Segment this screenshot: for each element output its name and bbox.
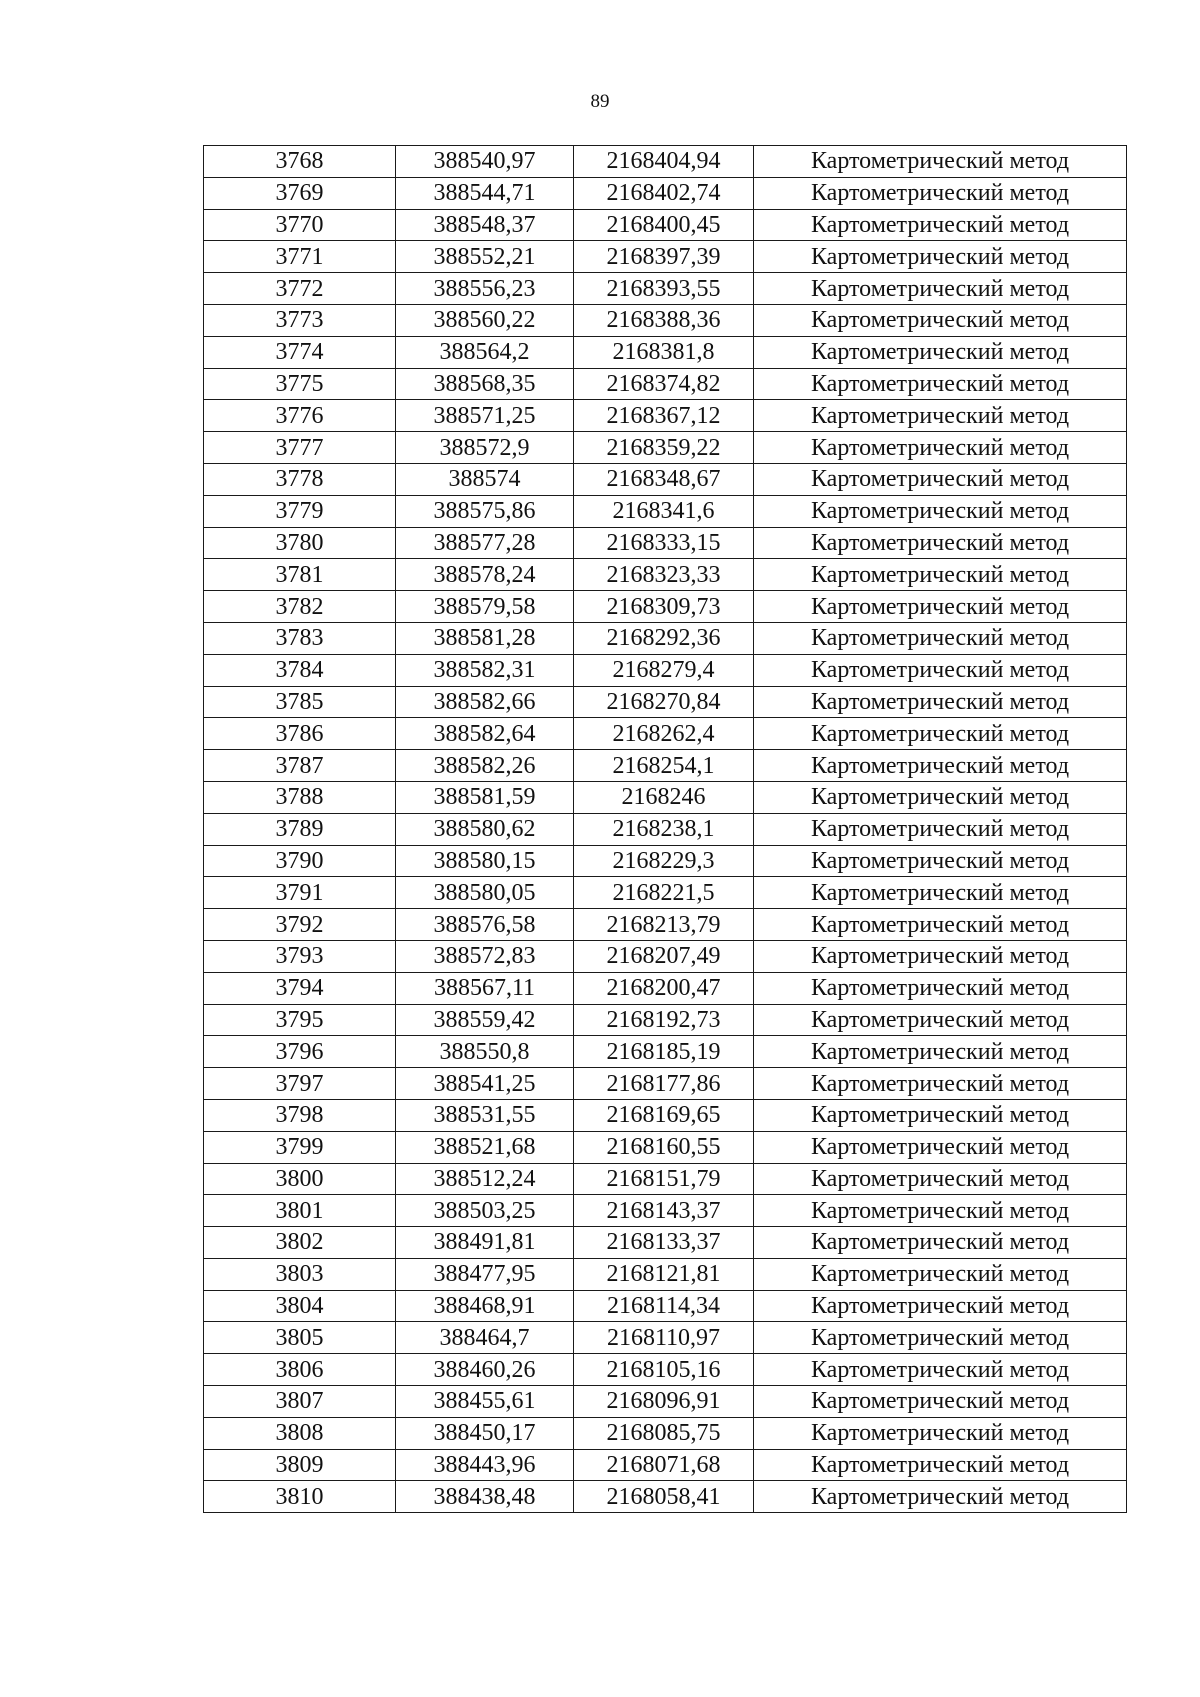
method-cell: Картометрический метод bbox=[754, 1322, 1127, 1354]
table-row bbox=[204, 1195, 1127, 1227]
point-number-cell: 3781 bbox=[204, 559, 396, 591]
x-coordinate-cell: 388541,25 bbox=[396, 1068, 574, 1100]
y-coordinate-cell: 2168397,39 bbox=[574, 241, 754, 273]
table-row bbox=[204, 1099, 1127, 1131]
table-row bbox=[204, 591, 1127, 623]
x-coordinate-cell: 388438,48 bbox=[396, 1481, 574, 1513]
table-row bbox=[204, 146, 1127, 178]
x-coordinate-cell: 388550,8 bbox=[396, 1036, 574, 1068]
point-number-cell: 3802 bbox=[204, 1227, 396, 1259]
coordinates-table bbox=[203, 145, 1127, 1513]
page-number: 89 bbox=[590, 91, 610, 112]
x-coordinate-cell: 388564,2 bbox=[396, 336, 574, 368]
y-coordinate-cell: 2168246 bbox=[574, 781, 754, 813]
method-cell: Картометрический метод bbox=[754, 1163, 1127, 1195]
method-cell: Картометрический метод bbox=[754, 909, 1127, 941]
point-number-cell: 3778 bbox=[204, 463, 396, 495]
y-coordinate-cell: 2168323,33 bbox=[574, 559, 754, 591]
y-coordinate-cell: 2168292,36 bbox=[574, 622, 754, 654]
y-coordinate-cell: 2168185,19 bbox=[574, 1036, 754, 1068]
method-cell: Картометрический метод bbox=[754, 1036, 1127, 1068]
method-cell: Картометрический метод bbox=[754, 400, 1127, 432]
method-cell: Картометрический метод bbox=[754, 718, 1127, 750]
method-cell: Картометрический метод bbox=[754, 1481, 1127, 1513]
x-coordinate-cell: 388556,23 bbox=[396, 273, 574, 305]
y-coordinate-cell: 2168143,37 bbox=[574, 1195, 754, 1227]
x-coordinate-cell: 388455,61 bbox=[396, 1386, 574, 1418]
y-coordinate-cell: 2168381,8 bbox=[574, 336, 754, 368]
x-coordinate-cell: 388560,22 bbox=[396, 304, 574, 336]
y-coordinate-cell: 2168229,3 bbox=[574, 845, 754, 877]
x-coordinate-cell: 388576,58 bbox=[396, 909, 574, 941]
table-row bbox=[204, 273, 1127, 305]
point-number-cell: 3771 bbox=[204, 241, 396, 273]
method-cell: Картометрический метод bbox=[754, 1227, 1127, 1259]
table-row bbox=[204, 1227, 1127, 1259]
point-number-cell: 3768 bbox=[204, 146, 396, 178]
method-cell: Картометрический метод bbox=[754, 686, 1127, 718]
x-coordinate-cell: 388521,68 bbox=[396, 1131, 574, 1163]
table-row bbox=[204, 336, 1127, 368]
point-number-cell: 3792 bbox=[204, 909, 396, 941]
x-coordinate-cell: 388559,42 bbox=[396, 1004, 574, 1036]
point-number-cell: 3786 bbox=[204, 718, 396, 750]
point-number-cell: 3796 bbox=[204, 1036, 396, 1068]
x-coordinate-cell: 388531,55 bbox=[396, 1099, 574, 1131]
table-row bbox=[204, 1163, 1127, 1195]
x-coordinate-cell: 388464,7 bbox=[396, 1322, 574, 1354]
x-coordinate-cell: 388582,31 bbox=[396, 654, 574, 686]
method-cell: Картометрический метод bbox=[754, 877, 1127, 909]
method-cell: Картометрический метод bbox=[754, 1449, 1127, 1481]
point-number-cell: 3787 bbox=[204, 750, 396, 782]
x-coordinate-cell: 388468,91 bbox=[396, 1290, 574, 1322]
point-number-cell: 3783 bbox=[204, 622, 396, 654]
point-number-cell: 3770 bbox=[204, 209, 396, 241]
method-cell: Картометрический метод bbox=[754, 146, 1127, 178]
y-coordinate-cell: 2168133,37 bbox=[574, 1227, 754, 1259]
method-cell: Картометрический метод bbox=[754, 209, 1127, 241]
y-coordinate-cell: 2168200,47 bbox=[574, 972, 754, 1004]
table-row bbox=[204, 559, 1127, 591]
table-row bbox=[204, 1036, 1127, 1068]
x-coordinate-cell: 388548,37 bbox=[396, 209, 574, 241]
method-cell: Картометрический метод bbox=[754, 1195, 1127, 1227]
method-cell: Картометрический метод bbox=[754, 241, 1127, 273]
x-coordinate-cell: 388567,11 bbox=[396, 972, 574, 1004]
y-coordinate-cell: 2168374,82 bbox=[574, 368, 754, 400]
y-coordinate-cell: 2168333,15 bbox=[574, 527, 754, 559]
table-row bbox=[204, 1417, 1127, 1449]
method-cell: Картометрический метод bbox=[754, 463, 1127, 495]
x-coordinate-cell: 388460,26 bbox=[396, 1354, 574, 1386]
x-coordinate-cell: 388582,64 bbox=[396, 718, 574, 750]
x-coordinate-cell: 388577,28 bbox=[396, 527, 574, 559]
point-number-cell: 3785 bbox=[204, 686, 396, 718]
x-coordinate-cell: 388503,25 bbox=[396, 1195, 574, 1227]
method-cell: Картометрический метод bbox=[754, 1290, 1127, 1322]
x-coordinate-cell: 388574 bbox=[396, 463, 574, 495]
y-coordinate-cell: 2168367,12 bbox=[574, 400, 754, 432]
y-coordinate-cell: 2168160,55 bbox=[574, 1131, 754, 1163]
point-number-cell: 3795 bbox=[204, 1004, 396, 1036]
method-cell: Картометрический метод bbox=[754, 654, 1127, 686]
table-row bbox=[204, 1290, 1127, 1322]
method-cell: Картометрический метод bbox=[754, 527, 1127, 559]
point-number-cell: 3804 bbox=[204, 1290, 396, 1322]
x-coordinate-cell: 388568,35 bbox=[396, 368, 574, 400]
point-number-cell: 3798 bbox=[204, 1099, 396, 1131]
table-row bbox=[204, 1354, 1127, 1386]
x-coordinate-cell: 388572,83 bbox=[396, 940, 574, 972]
method-cell: Картометрический метод bbox=[754, 336, 1127, 368]
point-number-cell: 3780 bbox=[204, 527, 396, 559]
point-number-cell: 3801 bbox=[204, 1195, 396, 1227]
y-coordinate-cell: 2168177,86 bbox=[574, 1068, 754, 1100]
method-cell: Картометрический метод bbox=[754, 273, 1127, 305]
point-number-cell: 3779 bbox=[204, 495, 396, 527]
point-number-cell: 3775 bbox=[204, 368, 396, 400]
table-row bbox=[204, 781, 1127, 813]
method-cell: Картометрический метод bbox=[754, 940, 1127, 972]
point-number-cell: 3776 bbox=[204, 400, 396, 432]
table-row bbox=[204, 1258, 1127, 1290]
point-number-cell: 3769 bbox=[204, 177, 396, 209]
method-cell: Картометрический метод bbox=[754, 304, 1127, 336]
method-cell: Картометрический метод bbox=[754, 1417, 1127, 1449]
point-number-cell: 3788 bbox=[204, 781, 396, 813]
method-cell: Картометрический метод bbox=[754, 1068, 1127, 1100]
point-number-cell: 3791 bbox=[204, 877, 396, 909]
x-coordinate-cell: 388491,81 bbox=[396, 1227, 574, 1259]
point-number-cell: 3800 bbox=[204, 1163, 396, 1195]
table-row bbox=[204, 686, 1127, 718]
point-number-cell: 3777 bbox=[204, 432, 396, 464]
x-coordinate-cell: 388580,62 bbox=[396, 813, 574, 845]
point-number-cell: 3784 bbox=[204, 654, 396, 686]
point-number-cell: 3808 bbox=[204, 1417, 396, 1449]
y-coordinate-cell: 2168221,5 bbox=[574, 877, 754, 909]
point-number-cell: 3805 bbox=[204, 1322, 396, 1354]
table-row bbox=[204, 241, 1127, 273]
method-cell: Картометрический метод bbox=[754, 432, 1127, 464]
x-coordinate-cell: 388580,05 bbox=[396, 877, 574, 909]
point-number-cell: 3810 bbox=[204, 1481, 396, 1513]
x-coordinate-cell: 388581,59 bbox=[396, 781, 574, 813]
method-cell: Картометрический метод bbox=[754, 559, 1127, 591]
table-row bbox=[204, 209, 1127, 241]
table-row bbox=[204, 909, 1127, 941]
point-number-cell: 3782 bbox=[204, 591, 396, 623]
point-number-cell: 3806 bbox=[204, 1354, 396, 1386]
y-coordinate-cell: 2168121,81 bbox=[574, 1258, 754, 1290]
y-coordinate-cell: 2168359,22 bbox=[574, 432, 754, 464]
method-cell: Картометрический метод bbox=[754, 177, 1127, 209]
table-row bbox=[204, 1322, 1127, 1354]
y-coordinate-cell: 2168400,45 bbox=[574, 209, 754, 241]
table-row bbox=[204, 1068, 1127, 1100]
table-row bbox=[204, 368, 1127, 400]
table-row bbox=[204, 972, 1127, 1004]
x-coordinate-cell: 388552,21 bbox=[396, 241, 574, 273]
table-row bbox=[204, 940, 1127, 972]
table-row bbox=[204, 304, 1127, 336]
point-number-cell: 3789 bbox=[204, 813, 396, 845]
point-number-cell: 3797 bbox=[204, 1068, 396, 1100]
point-number-cell: 3807 bbox=[204, 1386, 396, 1418]
y-coordinate-cell: 2168402,74 bbox=[574, 177, 754, 209]
x-coordinate-cell: 388582,66 bbox=[396, 686, 574, 718]
y-coordinate-cell: 2168404,94 bbox=[574, 146, 754, 178]
y-coordinate-cell: 2168393,55 bbox=[574, 273, 754, 305]
method-cell: Картометрический метод bbox=[754, 1386, 1127, 1418]
y-coordinate-cell: 2168270,84 bbox=[574, 686, 754, 718]
y-coordinate-cell: 2168151,79 bbox=[574, 1163, 754, 1195]
x-coordinate-cell: 388450,17 bbox=[396, 1417, 574, 1449]
y-coordinate-cell: 2168341,6 bbox=[574, 495, 754, 527]
y-coordinate-cell: 2168254,1 bbox=[574, 750, 754, 782]
method-cell: Картометрический метод bbox=[754, 1004, 1127, 1036]
y-coordinate-cell: 2168238,1 bbox=[574, 813, 754, 845]
point-number-cell: 3794 bbox=[204, 972, 396, 1004]
table-row bbox=[204, 750, 1127, 782]
table-row bbox=[204, 495, 1127, 527]
x-coordinate-cell: 388544,71 bbox=[396, 177, 574, 209]
point-number-cell: 3773 bbox=[204, 304, 396, 336]
x-coordinate-cell: 388540,97 bbox=[396, 146, 574, 178]
x-coordinate-cell: 388580,15 bbox=[396, 845, 574, 877]
y-coordinate-cell: 2168348,67 bbox=[574, 463, 754, 495]
table-row bbox=[204, 877, 1127, 909]
method-cell: Картометрический метод bbox=[754, 972, 1127, 1004]
y-coordinate-cell: 2168085,75 bbox=[574, 1417, 754, 1449]
method-cell: Картометрический метод bbox=[754, 781, 1127, 813]
method-cell: Картометрический метод bbox=[754, 750, 1127, 782]
method-cell: Картометрический метод bbox=[754, 495, 1127, 527]
y-coordinate-cell: 2168169,65 bbox=[574, 1099, 754, 1131]
method-cell: Картометрический метод bbox=[754, 845, 1127, 877]
table-row bbox=[204, 1131, 1127, 1163]
table-row bbox=[204, 432, 1127, 464]
method-cell: Картометрический метод bbox=[754, 622, 1127, 654]
point-number-cell: 3809 bbox=[204, 1449, 396, 1481]
table-row bbox=[204, 400, 1127, 432]
table-row bbox=[204, 813, 1127, 845]
table-row bbox=[204, 654, 1127, 686]
table-row bbox=[204, 1386, 1127, 1418]
y-coordinate-cell: 2168096,91 bbox=[574, 1386, 754, 1418]
coordinates-table-body bbox=[204, 146, 1127, 1513]
point-number-cell: 3803 bbox=[204, 1258, 396, 1290]
point-number-cell: 3772 bbox=[204, 273, 396, 305]
method-cell: Картометрический метод bbox=[754, 591, 1127, 623]
y-coordinate-cell: 2168114,34 bbox=[574, 1290, 754, 1322]
table-row bbox=[204, 527, 1127, 559]
y-coordinate-cell: 2168105,16 bbox=[574, 1354, 754, 1386]
table-row bbox=[204, 1481, 1127, 1513]
x-coordinate-cell: 388477,95 bbox=[396, 1258, 574, 1290]
x-coordinate-cell: 388578,24 bbox=[396, 559, 574, 591]
method-cell: Картометрический метод bbox=[754, 1258, 1127, 1290]
point-number-cell: 3799 bbox=[204, 1131, 396, 1163]
method-cell: Картометрический метод bbox=[754, 1354, 1127, 1386]
table-row bbox=[204, 845, 1127, 877]
x-coordinate-cell: 388571,25 bbox=[396, 400, 574, 432]
table-row bbox=[204, 1449, 1127, 1481]
table-row bbox=[204, 1004, 1127, 1036]
y-coordinate-cell: 2168309,73 bbox=[574, 591, 754, 623]
x-coordinate-cell: 388512,24 bbox=[396, 1163, 574, 1195]
y-coordinate-cell: 2168213,79 bbox=[574, 909, 754, 941]
x-coordinate-cell: 388572,9 bbox=[396, 432, 574, 464]
method-cell: Картометрический метод bbox=[754, 813, 1127, 845]
x-coordinate-cell: 388443,96 bbox=[396, 1449, 574, 1481]
table-row bbox=[204, 463, 1127, 495]
y-coordinate-cell: 2168388,36 bbox=[574, 304, 754, 336]
x-coordinate-cell: 388579,58 bbox=[396, 591, 574, 623]
point-number-cell: 3793 bbox=[204, 940, 396, 972]
y-coordinate-cell: 2168262,4 bbox=[574, 718, 754, 750]
x-coordinate-cell: 388581,28 bbox=[396, 622, 574, 654]
point-number-cell: 3790 bbox=[204, 845, 396, 877]
point-number-cell: 3774 bbox=[204, 336, 396, 368]
x-coordinate-cell: 388582,26 bbox=[396, 750, 574, 782]
x-coordinate-cell: 388575,86 bbox=[396, 495, 574, 527]
y-coordinate-cell: 2168192,73 bbox=[574, 1004, 754, 1036]
y-coordinate-cell: 2168110,97 bbox=[574, 1322, 754, 1354]
y-coordinate-cell: 2168279,4 bbox=[574, 654, 754, 686]
method-cell: Картометрический метод bbox=[754, 368, 1127, 400]
y-coordinate-cell: 2168058,41 bbox=[574, 1481, 754, 1513]
method-cell: Картометрический метод bbox=[754, 1099, 1127, 1131]
table-row bbox=[204, 177, 1127, 209]
y-coordinate-cell: 2168207,49 bbox=[574, 940, 754, 972]
method-cell: Картометрический метод bbox=[754, 1131, 1127, 1163]
y-coordinate-cell: 2168071,68 bbox=[574, 1449, 754, 1481]
table-row bbox=[204, 718, 1127, 750]
table-row bbox=[204, 622, 1127, 654]
